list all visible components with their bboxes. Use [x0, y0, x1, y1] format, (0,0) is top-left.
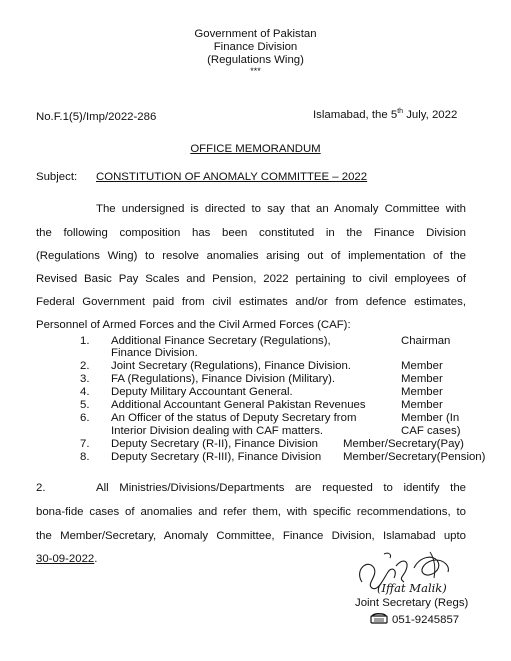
member-role: Chairman: [401, 335, 451, 347]
para1-line-3: (Regulations Wing) to resolve anomalies arising out of implementation of the: [36, 250, 466, 262]
para1-line-2: the following composition has been constituted in the Finance Division: [36, 227, 466, 239]
reference-number: No.F.1(5)/Imp/2022-286: [36, 111, 157, 123]
gov-header-line-2: Finance Division: [213, 41, 298, 53]
member-role: Member: [401, 373, 443, 385]
para2-line-1: All Ministries/Divisions/Departments are requested to identify the: [96, 482, 466, 494]
office-memorandum-page: Government of Pakistan Finance Division (Regulations Wing) *** No.F.1(5)/Imp/2022-286 Islamabad, the 5th July, 2022 OFFICE MEMORANDUM Subject: CONSTITUTION OF ANOMALY COMMITTEE – 2022 The undersigned is directed to say that an Anomaly Committee with the following composition has been constituted in the Finance Division (Regulations Wing) to resolve anomalies arising out of implementation of the Revised Basic Pay Scales and Pension, 2022 pertaining to civil employees of Federal Government paid from civil estimates and/or from defence estimates, Personnel of Armed Forces and the Civil Armed Forces (CAF): 1. Additional Finance Secretary (Regulations), Finance Division. Chairman 2. Joint Secretary (Regulations), Finance Division. Member 3. FA (Regulations), Finance Division (Military). Member 4. Deputy Military Accountant General. Member 5. Additional Accountant General Pakistan Revenues Member 6. An Officer of the status of Deputy Secretary from Interior Division dealing with CAF matters. Member (In CAF cases) 7. Deputy Secretary (R-II), Finance Division Member/Secretary(Pay) 8. Deputy Secretary (R-III), Finance Division Member/Secretary(Pension) 2. All Ministries/Divisions/Departments are requested to identify the bona-fide cases of anomalies and refer them, with specific recommendations, to the Member/Secretary, Anomaly Committee, Finance Division, Islamabad upto 30-09-2022. (Iffat Malik) Joint Secretary (Regs) 051-9245857: [0, 0, 511, 661]
gov-header-line-1: Government of Pakistan: [194, 28, 317, 40]
gov-header-line-3: (Regulations Wing): [207, 54, 304, 66]
gov-header-stars: ***: [250, 66, 261, 76]
member-name: Deputy Military Accountant General.: [111, 386, 293, 398]
subject-label: Subject:: [36, 171, 78, 183]
signature-mark: [344, 548, 484, 604]
member-role: Member: [401, 360, 443, 372]
para2-line-3: the Member/Secretary, Anomaly Committee, Finance Division, Islamabad upto: [36, 530, 466, 542]
signatory-designation: Joint Secretary (Regs): [355, 597, 469, 609]
signatory-name: (Iffat Malik): [377, 581, 447, 595]
member-role: Member/Secretary(Pay): [343, 438, 464, 450]
para2-number: 2.: [36, 482, 46, 494]
member-role: Member: [401, 399, 443, 411]
member-role: Member/Secretary(Pension): [343, 451, 486, 463]
member-name: Joint Secretary (Regulations), Finance Division.: [111, 360, 351, 372]
member-name: Finance Division.: [111, 347, 198, 359]
signatory-phone: 051-9245857: [370, 613, 459, 626]
member-name: Additional Finance Secretary (Regulations),: [111, 335, 331, 347]
member-name: An Officer of the status of Deputy Secretary from: [111, 412, 357, 424]
para2-line-2: bona-fide cases of anomalies and refer them, with specific recommendations, to: [36, 506, 466, 518]
memo-date: Islamabad, the 5th July, 2022: [313, 108, 458, 121]
member-role: Member: [401, 386, 443, 398]
para1-line-4: Revised Basic Pay Scales and Pension, 2022 pertaining to civil employees of: [36, 273, 466, 285]
member-role: Member (In: [401, 412, 460, 424]
member-name: Additional Accountant General Pakistan Revenues: [111, 399, 366, 411]
member-name: Deputy Secretary (R-II), Finance Division: [111, 438, 318, 450]
telephone-icon: [370, 613, 388, 624]
memo-title: OFFICE MEMORANDUM: [190, 143, 321, 155]
para1-line-1: The undersigned is directed to say that an Anomaly Committee with: [96, 203, 466, 215]
subject-text: CONSTITUTION OF ANOMALY COMMITTEE – 2022: [96, 171, 368, 183]
member-name: Interior Division dealing with CAF matters.: [111, 425, 324, 437]
para2-deadline: 30-09-2022.: [36, 553, 98, 565]
member-name: FA (Regulations), Finance Division (Military).: [111, 373, 336, 385]
para1-line-6: Personnel of Armed Forces and the Civil Armed Forces (CAF):: [36, 319, 351, 331]
member-name: Deputy Secretary (R-III), Finance Division: [111, 451, 322, 463]
member-role: CAF cases): [401, 425, 461, 437]
para1-line-5: Federal Government paid from civil estimates and/or from defence estimates,: [36, 296, 466, 308]
